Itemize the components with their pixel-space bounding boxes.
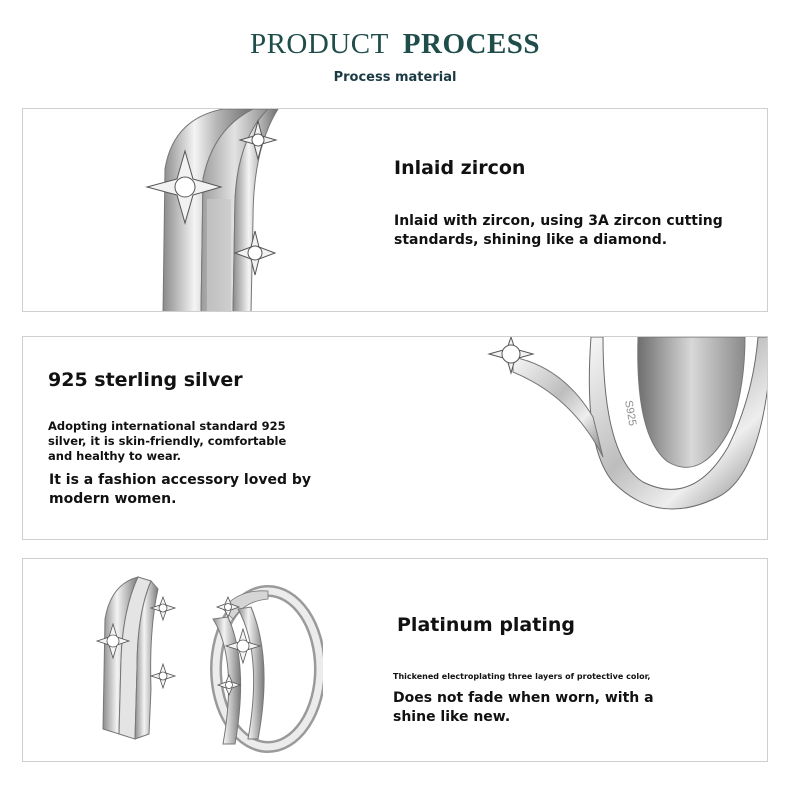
title-bold: PROCESS <box>402 28 541 60</box>
panel-sterling-silver <box>22 336 768 540</box>
panel-3-title: Platinum plating <box>397 614 575 636</box>
hoop-earring-image <box>453 337 768 540</box>
title-light: PRODUCT <box>249 28 389 60</box>
earring-closeup-image <box>103 109 303 312</box>
page-subtitle: Process material <box>333 70 457 85</box>
s925-engraving: S925 <box>622 399 639 427</box>
panel-inlaid-zircon <box>22 108 768 312</box>
panel-2-description-large: It is a fashion accessory loved by modern women. <box>49 472 312 507</box>
page-title <box>0 28 790 61</box>
panel-3-description-large: Does not fade when worn, with a shine like new. <box>393 690 654 725</box>
panel-3-description-small: Thickened electroplating three layers of protective color, <box>393 672 651 681</box>
earring-pair-image <box>63 569 323 755</box>
panel-2-description-small: Adopting international standard 925 silver, it is skin-friendly, comfortable and healthy to wear. <box>48 419 287 463</box>
panel-1-description: Inlaid with zircon, using 3A zircon cutting standards, shining like a diamond. <box>394 213 723 248</box>
panel-2-title: 925 sterling silver <box>48 369 243 391</box>
panel-1-title: Inlaid zircon <box>394 157 526 179</box>
panel-platinum-plating <box>22 558 768 762</box>
